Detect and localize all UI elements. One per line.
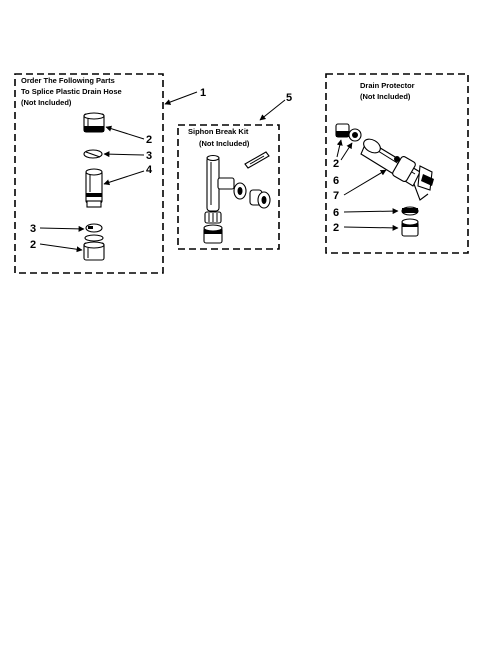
- callout-5-arrow: [260, 100, 285, 120]
- drain-bottom-adapter: [402, 219, 418, 236]
- splice-arrow-4: [104, 171, 144, 184]
- splice-label-2-top: 2: [146, 134, 153, 146]
- siphon-nut: [205, 212, 221, 223]
- drain-title-line1: Drain Protector: [360, 81, 415, 90]
- drain-arrow-2-bottom: [344, 227, 398, 228]
- drain-label-7: 7: [333, 190, 340, 202]
- splice-label-3-bottom: 3: [30, 223, 37, 235]
- drain-title-line2: (Not Included): [360, 92, 411, 101]
- drain-arrow-7: [344, 170, 386, 195]
- callout-1: 1: [200, 87, 207, 99]
- splice-arrow-2-bottom: [40, 244, 82, 250]
- splice-arrow-3-bottom: [40, 228, 84, 229]
- splice-title-line2: To Splice Plastic Drain Hose: [21, 87, 122, 96]
- splice-label-3-top: 3: [146, 150, 153, 162]
- drain-label-6-top: 6: [333, 175, 340, 187]
- drain-ring: [402, 207, 418, 215]
- drain-protector-panel: [326, 74, 468, 253]
- splice-label-4: 4: [146, 164, 153, 176]
- splice-title-line3: (Not Included): [21, 98, 72, 107]
- callout-1-arrow: [165, 92, 197, 104]
- drain-label-2-top: 2: [333, 158, 340, 170]
- splice-title-line1: Order The Following Parts: [21, 76, 115, 85]
- siphon-break-kit-panel: [178, 92, 292, 249]
- callout-5: 5: [286, 92, 293, 104]
- drain-arrow-2-top: [337, 140, 341, 157]
- drain-small-adapter: [336, 124, 361, 141]
- splice-arrow-3-top: [104, 154, 144, 155]
- siphon-hose: [245, 152, 269, 168]
- drain-label-6-bottom: 6: [333, 207, 340, 219]
- coupling-tube: [86, 169, 102, 207]
- siphon-title-line2: (Not Included): [199, 139, 250, 148]
- drain-arrow-2-top-b: [341, 143, 352, 160]
- adapter-top: [84, 113, 104, 132]
- siphon-tee-fitting: [207, 156, 234, 212]
- drain-arrow-6-bottom: [344, 211, 398, 212]
- siphon-adapter: [204, 225, 222, 243]
- siphon-title-line1: Siphon Break Kit: [188, 127, 249, 136]
- clamp-top: [84, 150, 102, 158]
- adapter-bottom: [84, 242, 104, 260]
- clamp-bottom: [85, 224, 103, 241]
- siphon-couplings: [234, 183, 270, 208]
- splice-arrow-2-top: [106, 127, 144, 139]
- drain-label-2-bottom: 2: [333, 222, 340, 234]
- drain-protector-body: [361, 136, 434, 200]
- splice-label-2-bottom: 2: [30, 239, 37, 251]
